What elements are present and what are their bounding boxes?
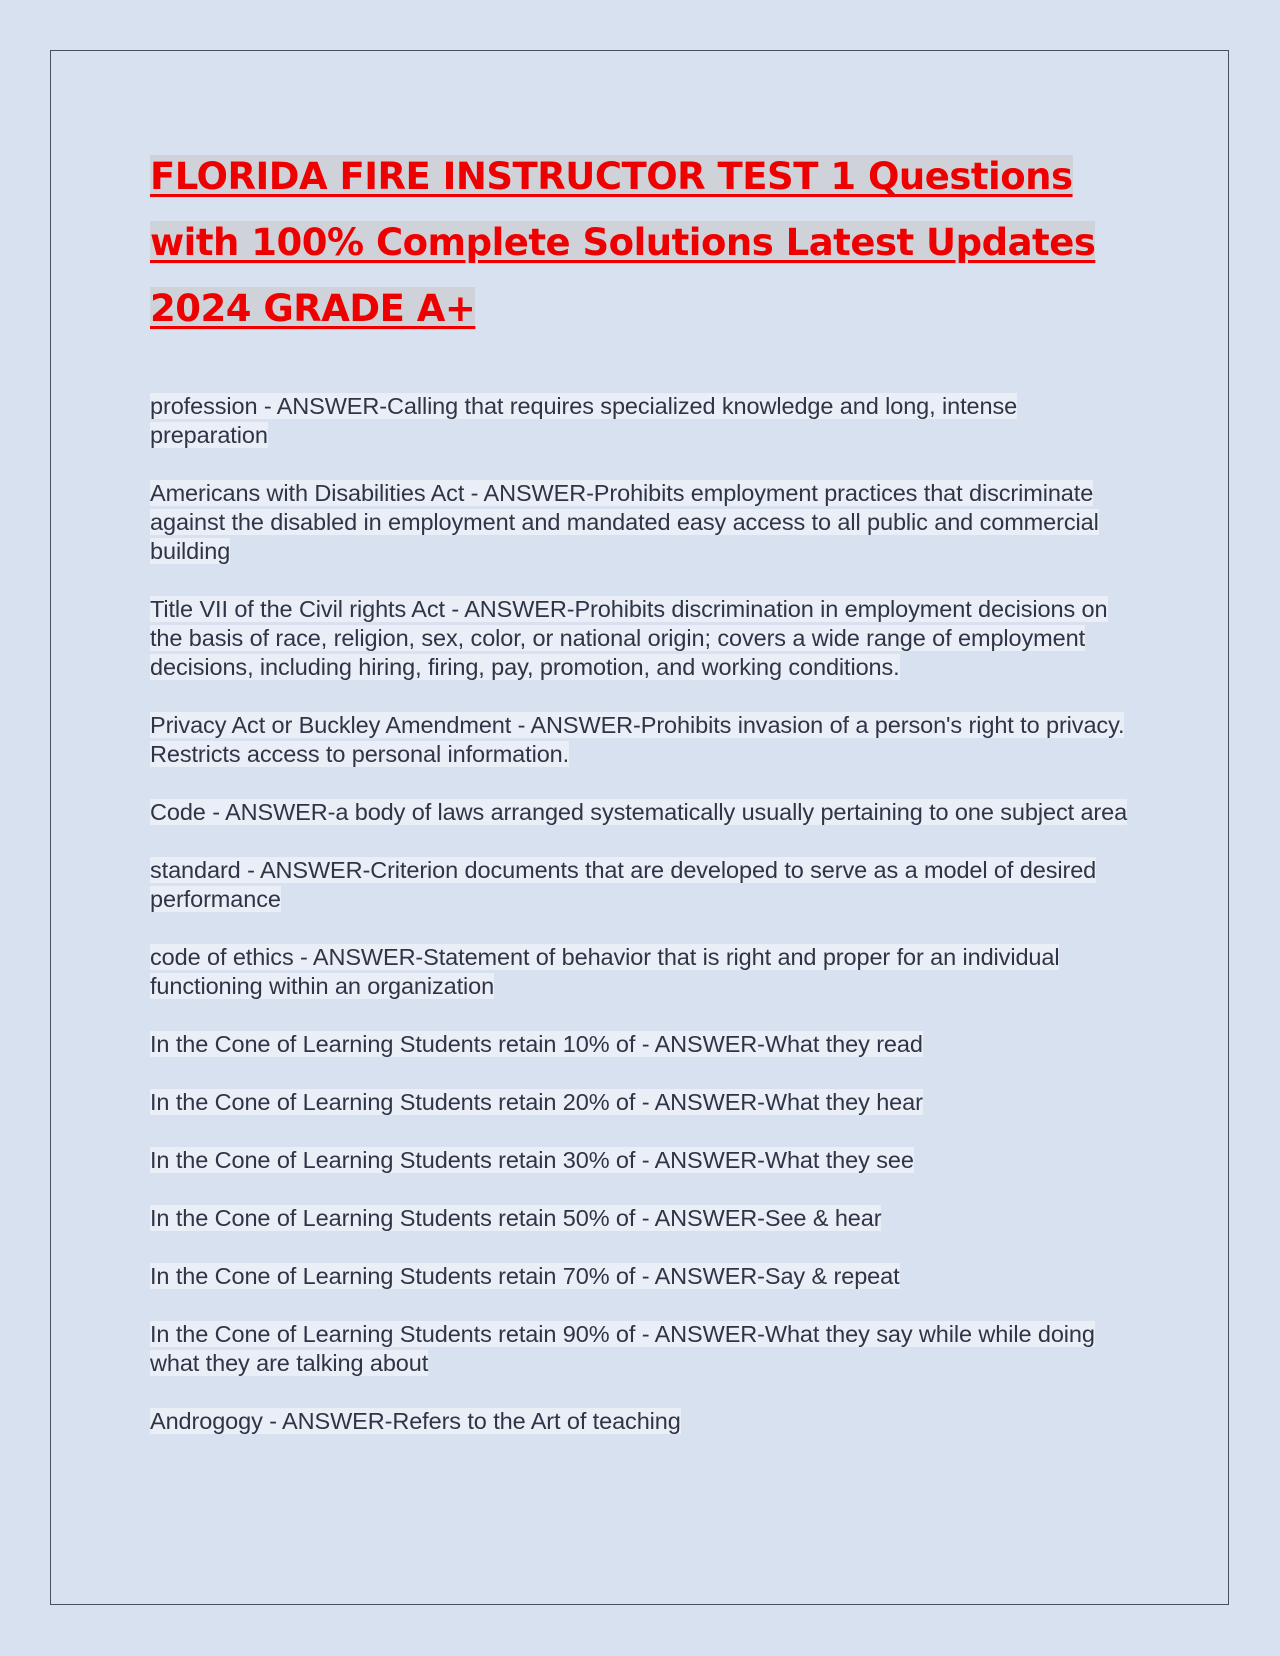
qa-item: In the Cone of Learning Students retain 70% of - ANSWER-Say & repeat (150, 1263, 900, 1289)
qa-item: In the Cone of Learning Students retain 10% of - ANSWER-What they read (150, 1031, 923, 1057)
qa-item: In the Cone of Learning Students retain 90% of - ANSWER-What they say while while doing what they are talking about (150, 1321, 1095, 1376)
qa-item: In the Cone of Learning Students retain 30% of - ANSWER-What they see (150, 1147, 914, 1173)
qa-item: standard - ANSWER-Criterion documents that are developed to serve as a model of desired performance (150, 857, 1097, 912)
qa-item: Androgogy - ANSWER-Refers to the Art of teaching (150, 1408, 681, 1434)
qa-item: In the Cone of Learning Students retain 50% of - ANSWER-See & hear (150, 1205, 882, 1231)
qa-item: In the Cone of Learning Students retain 20% of - ANSWER-What they hear (150, 1089, 923, 1115)
document-title (150, 144, 1130, 342)
qa-item: Americans with Disabilities Act - ANSWER-Prohibits employment practices that discriminate against the disabled in employment and mandated easy access to all public and commercial building (150, 480, 1099, 564)
qa-list (150, 392, 1130, 1436)
qa-item: Code - ANSWER-a body of laws arranged systematically usually pertaining to one subject area (150, 799, 1128, 825)
document-title-text: FLORIDA FIRE INSTRUCTOR TEST 1 Questions with 100% Complete Solutions Latest Updates 2024 GRADE A+ (150, 155, 1096, 330)
qa-item: code of ethics - ANSWER-Statement of behavior that is right and proper for an individual functioning within an organization (150, 944, 1060, 999)
qa-item: Privacy Act or Buckley Amendment - ANSWER-Prohibits invasion of a person's right to privacy. Restricts access to personal information. (150, 712, 1125, 767)
document-body (150, 144, 1130, 1465)
qa-item: profession - ANSWER-Calling that requires specialized knowledge and long, intense preparation (150, 393, 1018, 448)
qa-item: Title VII of the Civil rights Act - ANSWER-Prohibits discrimination in employment decisions on the basis of race, religion, sex, color, or national origin; covers a wide range of employment decisions, including hiring, firing, pay, promotion, and working conditions. (150, 596, 1108, 680)
